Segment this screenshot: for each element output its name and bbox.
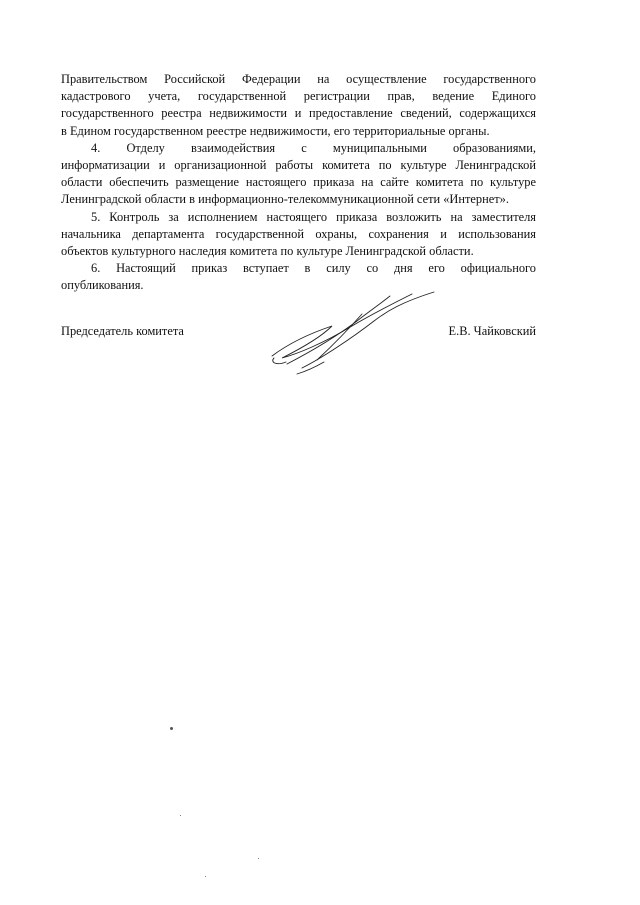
text-line: области обеспечить размещение настоящего приказа на сайте комитета по культуре [61,175,536,190]
text-line: Правительством Российской Федерации на осуществление государственного [61,72,536,86]
text-line: информатизации и организационной работы комитета по культуре Ленинградской [61,157,536,172]
text-line: кадастрового учета, государственной регистрации прав, ведение Единого [61,89,536,104]
paragraph-item-4 [61,140,536,209]
signatory-name: Е.В. Чайковский [448,324,536,338]
text-line: 4. Отделу взаимодействия с муниципальными образованиями, [91,140,536,155]
paragraph-item-5 [61,209,536,261]
document-body [61,71,536,294]
signature-block [61,324,536,344]
scan-speck [170,727,173,730]
text-line: государственного реестра недвижимости и предоставление сведений, содержащихся [61,106,536,121]
text-line: опубликования. [61,278,144,293]
scan-speck [180,815,181,816]
text-line: Ленинградской области в информационно-телекоммуникационной сети «Интернет». [61,192,509,207]
scan-speck [205,876,206,877]
signatory-position: Председатель комитета [61,324,184,338]
text-line: объектов культурного наследия комитета по культуре Ленинградской области. [61,243,474,258]
paragraph-continuation [61,71,536,140]
scan-speck [258,858,259,859]
text-line: 6. Настоящий приказ вступает в силу со дня его официального [91,261,536,276]
text-line: 5. Контроль за исполнением настоящего приказа возложить на заместителя [91,209,536,224]
text-line: начальника департамента государственной охраны, сохранения и использования [61,226,536,241]
text-line: в Едином государственном реестре недвижимости, его территориальные органы. [61,123,490,138]
